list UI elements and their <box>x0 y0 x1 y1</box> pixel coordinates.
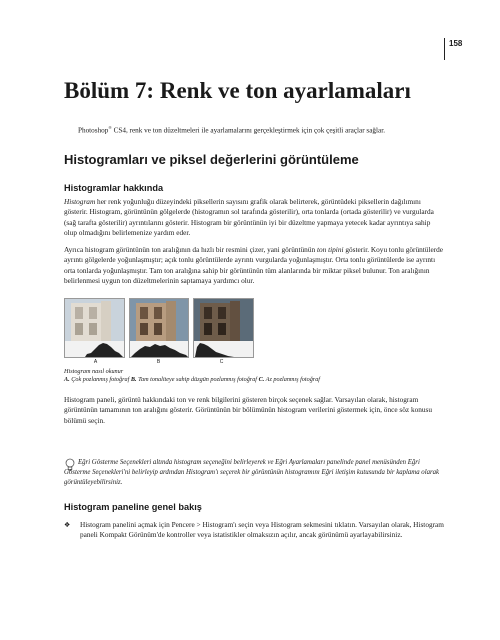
section-title: Histogramları ve piksel değerlerini görüntüleme <box>64 152 359 167</box>
histogram-figure <box>64 298 254 356</box>
tip-paragraph: Eğri Gösterme Seçenekleri altında histogram seçeneğini belirleyerek ve Eğri Ayarlamaları panelinde panel menüsünden Eğri Gösterme Seçenekleri'ni belirleyip ardından Histogram'ı seçerek bir görüntünün histogramını Eğri iletişim kutusunda bir kaplama olarak görüntüleyebilirsiniz. <box>64 459 440 486</box>
intro-pre: Photoshop <box>78 126 109 135</box>
bullet-item <box>64 520 444 541</box>
figure-caption: A. Çok pozlanmış fotoğraf B. Tam tonaliteye sahip düzgün pozlanmış fotoğraf C. Az pozlanmış fotoğraf <box>64 376 321 383</box>
subsection-title-panel-overview: Histogram paneline genel bakış <box>64 502 202 512</box>
term-histogram: Histogram <box>64 197 96 206</box>
overexposed-photo <box>64 298 125 358</box>
subsection-title-histograms: Histogramlar hakkında <box>64 183 164 193</box>
well-exposed-photo <box>129 298 190 358</box>
intro-post: CS4, renk ve ton düzeltmeleri ile ayarlamalarını gerçekleştirmek için çok çeşitli araçlar sağlar. <box>111 126 385 135</box>
figure-label-a: A <box>93 359 98 365</box>
paragraph-histogram-intro: Histogram her renk yoğunluğu düzeyindeki piksellerin sayısını grafik olarak belirterek, görüntüdeki piksellerin dağılımını gösterir. Histogram, görüntünün gölgelerde (histogramın sol tarafında gösterilir), orta tonlarda (ortada gösterilir) ve vurgularda (sağ tarafta gösterilir) ayrıntılarını gösterir. Histogram bir görüntünün iyi bir düzeltme yapmaya yetecek kadar ayrıntıya sahip olup olmadığını belirlemenize yardım eder. <box>64 197 434 238</box>
paragraph-histogram-panel: Histogram paneli, görüntü hakkındaki ton ve renk bilgilerini gösteren birçok seçenek sağlar. Varsayılan olarak, histogram görüntünün tamamının ton aralığını gösterir. Görüntünün bir bölümünün histogram verilerini göstermek için, önce söz konusu bölümü seçin. <box>64 395 433 425</box>
page-number: 158 <box>444 38 462 60</box>
registered-mark: ® <box>108 125 112 130</box>
chapter-title: Bölüm 7: Renk ve ton ayarlamaları <box>64 78 411 103</box>
paragraph-tone-type: Ayrıca histogram görüntünün ton aralığının da hızlı bir resmini çizer, yani görüntünün ton tipini gösterir. Koyu tonlu görüntülerde ayrıntı gölgelerde yoğunlaşmıştır; açık tonlu görüntülerde ayrıntı vurgularda yoğunlaşmıştır. Orta tonlu görüntülerde ise ayrıntı orta tonlarda yoğunlaşmıştır. Tam ton aralığına sahip bir görüntünün tüm alanlarında bir miktar piksel bulunur. Ton aralığının belirlenmesi uygun ton düzeltmelerinin saptamaya yardımcı olur. <box>64 245 444 286</box>
bullet-text: Histogram panelini açmak için Pencere > Histogram'ı seçin veya Histogram sekmesini tıklatın. Varsayılan olarak, Histogram paneli Kompakt Görünüm'de kontroller veya istatistikler olmaksızın açılır, ancak görünümü ayarlayabilirsiniz. <box>80 520 444 540</box>
figure-labels <box>64 359 254 365</box>
intro-paragraph <box>78 123 448 135</box>
figure-caption-title: Histogram nasıl okunur <box>64 368 124 375</box>
term-ton-tipini: ton tipini <box>316 245 344 254</box>
figure-label-b: B <box>156 359 161 365</box>
underexposed-photo <box>193 298 254 358</box>
diamond-bullet-icon: ❖ <box>64 521 71 529</box>
figure-label-c: C <box>219 359 224 365</box>
